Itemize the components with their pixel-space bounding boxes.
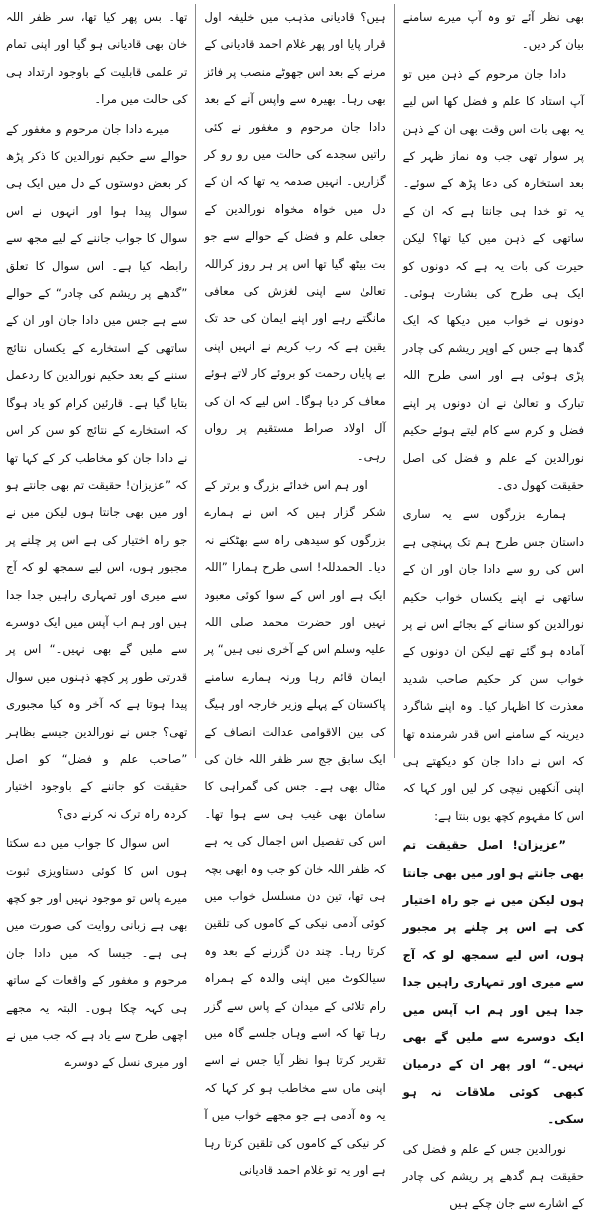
article-column-right <box>402 4 584 1211</box>
paragraph: نورالدین جس کے علم و فضل کی حقیقت ہم گدھے پر ریشم کی چادر کے اشارے سے جان چکے ہیں <box>402 1141 584 1211</box>
quoted-paragraph: ”عزیزان! اصل حقیقت تم بھی جانتے ہو اور میں بھی جانتا ہوں لیکن میں نے جو راہ اختیار کی ہے اس پر چلنے پر مجبور ہوں، اس لیے سمجھ لو کہ آج سے میری اور تمہاری راہیں جدا جدا ہیں اور ہم اب آپس میں ایک دوسرے سے ملیں گے بھی نہیں۔“ اور پھر ان کے درمیان کبھی کوئی ملاقات نہ ہو سکی۔ <box>402 838 584 1127</box>
article-column-middle <box>204 4 386 1178</box>
paragraph: بھی نظر آئے تو وہ آپ میرے سامنے بیان کر دیں۔ <box>402 10 584 52</box>
paragraph: اس سوال کا جواب میں دے سکتا ہوں اس کا کوئی دستاویزی ثبوت میرے پاس تو موجود نہیں اور جو کچھ بھی ہے زبانی روایت کی صورت میں ہی ہے۔ جیسا کہ میں دادا جان مرحوم و مغفور کے واقعات کے ساتھ ہی کہہ چکا ہوں۔ البتہ یہ مجھے اچھی طرح سے یاد ہے کہ جب میں نے اور میری نسل کے دوسرے <box>6 836 188 1070</box>
column-divider <box>394 4 395 758</box>
paragraph: دادا جان مرحوم کے ذہن میں تو آپ استاد کا علم و فضل کھا اس لیے یہ بھی بات اس وقت بھی ان کے ذہن پر سوار تھی جب وہ نماز ظہر کے بعد استخارہ کی دعا پڑھ کے سوئے۔ یہ تو خدا ہی جانتا ہے کہ ان کے ساتھی کے ذہن میں کیا تھا؟ لیکن حیرت کی بات یہ ہے کہ دونوں کو ایک ہی طرح کی بشارت ہوئی۔ دونوں نے خواب میں دیکھا کہ ایک گدھا ہے جس کے اوپر ریشم کی چادر پڑی ہوئی ہے اور اسی طرح اللہ تبارک و تعالیٰ نے ان دونوں پر اپنے فضل و کرم سے کام لیتے ہوئے حکیم نورالدین کے علم و فضل کی اصل حقیقت کھول دی۔ <box>402 66 584 492</box>
column-divider <box>195 4 196 758</box>
paragraph: تھا۔ بس پھر کیا تھا، سر ظفر اللہ خان بھی قادیانی ہو گیا اور اپنی تمام تر علمی قابلیت کے باوجود ارتداد ہی کی حالت میں مرا۔ <box>6 10 188 107</box>
article-column-left <box>6 4 188 1070</box>
paragraph: ہیں؟ قادیانی مذہب میں خلیفہ اول قرار پایا اور پھر غلام احمد قادیانی کے مرنے کے بعد اس جھوٹے منصب پر فائز بھی رہا۔ بھیرہ سے واپس آنے کے بعد دادا جان مرحوم و مغفور نے کئی راتیں سجدے کی حالت میں رو رو کر گزاریں۔ انہیں صدمہ یہ تھا کہ ان کے دل میں خواہ مخواہ نورالدین کے جعلی علم و فضل کے حوالے سے جو بت بیٹھ گیا تھا اس پر ہر روز کراللہ تعالیٰ سے اپنی لغزش کی معافی مانگتے رہے اور اپنے ایمان کی حد تک یقین ہے کہ رب کریم نے انہیں اپنی بے پایاں رحمت کو بروئے کار لاتے ہوئے معاف کر دیا ہوگا۔ اس لیے کہ ان کی آل اولاد صراط مستقیم پر رواں رہی۔ <box>204 10 386 463</box>
paragraph: میرے دادا جان مرحوم و مغفور کے حوالے سے حکیم نورالدین کا ذکر پڑھ کر بعض دوستوں کے دل میں ایک ہی سوال پیدا ہوا اور انہوں نے اس سوال کا جواب جاننے کے لیے مجھ سے رابطہ کیا ہے۔ اس سوال کا تعلق ”گدھے پر ریشم کی چادر“ کے حوالے سے ہے جس میں دادا جان اور ان کے ساتھی کے استخارے کے یکساں نتائج سننے کے بعد حکیم نورالدین کا ردعمل بتایا گیا ہے۔ قارئین کرام کو یاد ہوگا کہ استخارے کے نتائج کو سن کر اس نے دادا جان کو مخاطب کر کے کہا تھا کہ ”عزیزان! حقیقت تم بھی جانتے ہو اور میں بھی جانتا ہوں لیکن میں نے جو راہ اختیار کی ہے اس پر چلنے پر مجبور ہوں، اس لیے سمجھ لو کہ آج سے میری اور تمہاری راہیں جدا جدا ہیں اور ہم اب آپس میں ایک دوسرے سے ملیں گے بھی نہیں۔“ اس پر قدرتی طور پر کچھ ذہنوں میں سوال پیدا ہوتا ہے کہ آخر وہ کیا مجبوری تھی؟ جس نے نورالدین جیسے بظاہر ”صاحب علم و فضل“ کو اصل حقیقت کو جاننے کے باوجود اختیار کردہ راہ ترک نہ کرنے دی؟ <box>6 121 188 821</box>
paragraph: ہمارے بزرگوں سے یہ ساری داستان جس طرح ہم تک پہنچی ہے اس کی رو سے دادا جان اور ان کے ساتھی نے اپنے یکساں خواب حکیم نورالدین کو سنانے کے بجائے اس نے پر آمادہ ہو گئے تھے لیکن ان دونوں کے خواب سن کر حکیم صاحب شدید معذرت کا اظہار کیا۔ وہ اپنے شاگرد دیرینہ کے سامنے اس قدر شرمندہ تھا کہ اس نے دادا جان کو دیکھتے ہی اپنی آنکھیں نیچی کر لیں اور کہا کہ اس کا مفہوم کچھ یوں بنتا ہے: <box>402 507 584 823</box>
paragraph: اور ہم اس خدائے بزرگ و برتر کے شکر گزار ہیں کہ اس نے ہمارے بزرگوں کو سیدھی راہ سے بھٹکنے نہ دیا۔ الحمدللہ! اسی طرح ہمارا ”اللہ ایک ہے اور اس کے سوا کوئی معبود نہیں اور حضرت محمد صلی اللہ علیہ وسلم اس کے آخری نبی ہیں“ پر ایمان قائم رہا ورنہ ہمارے سامنے پاکستان کے پہلے وزیر خارجہ اور ہیگ کی بین الاقوامی عدالت انصاف کے ایک سابق جج سر ظفر اللہ خان کی مثال بھی ہے۔ جس کی گمراہی کا سامان بھی غیب ہی سے ہوا تھا۔ اس کی تفصیل اس اجمال کی یہ ہے کہ ظفر اللہ خان کو جب وہ ابھی بچہ ہی تھا، تین دن مسلسل خواب میں کوئی آدمی نیکی کے کاموں کی تلقین کرتا رہا۔ چند دن گزرنے کے بعد وہ سیالکوٹ میں اپنی والدہ کے ہمراہ رام تلائی کے میدان کے پاس سے گزر رہا تھا کہ اسے وہاں جلسے گاہ میں تقریر کرتا ہوا نظر آیا جس نے اسے اپنی ماں سے مخاطب ہو کر کہا کہ یہ وہ آدمی ہے جو مجھے خواب میں آ کر نیکی کے کاموں کی تلقین کرتا رہا ہے اور یہ تو غلام احمد قادیانی <box>204 477 386 1178</box>
